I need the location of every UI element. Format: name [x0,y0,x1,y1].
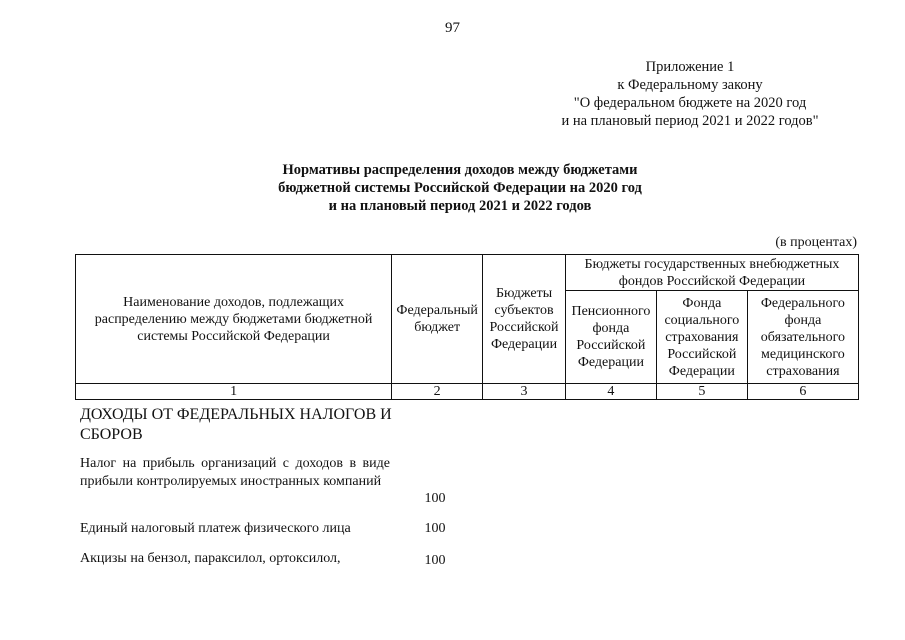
title-line-2: бюджетной системы Российской Федерации на 2020 год [278,180,642,196]
header-federal-budget: Федеральный бюджет [392,255,483,384]
norms-table [75,254,859,400]
header-social-insurance-fund: Фонда социального страхования Российской Федерации [656,291,747,384]
income-row-federal-value: 100 [424,553,446,568]
title-line-3: и на плановый период 2021 и 2022 годов [328,198,592,214]
appendix-block [540,58,840,130]
appendix-line-3: "О федеральном бюджете на 2020 год [573,95,807,111]
column-number-6: 6 [747,384,858,400]
income-row-name: Налог на прибыль организаций с доходов в виде прибыли контролируемых иностранных компаний [80,456,390,489]
section-heading: ДОХОДЫ ОТ ФЕДЕРАЛЬНЫХ НАЛОГОВ И СБОРОВ [80,406,392,443]
title-line-1: Нормативы распределения доходов между бюджетами [282,162,638,178]
header-pension-fund: Пенсионного фонда Российской Федерации [565,291,656,384]
header-extrabudgetary-funds: Бюджеты государственных внебюджетных фондов Российской Федерации [565,255,858,291]
appendix-line-1: Приложение 1 [645,59,735,75]
column-number-4: 4 [565,384,656,400]
income-row-name: Единый налоговый платеж физического лица [80,521,351,536]
income-row-federal-value: 100 [424,521,446,536]
header-medical-insurance-fund: Федерального фонда обязательного медицинского страхования [747,291,858,384]
appendix-line-2: к Федеральному закону [617,77,763,93]
header-income-name: Наименование доходов, подлежащих распределению между бюджетами бюджетной системы Российской Федерации [76,255,392,384]
column-number-2: 2 [392,384,483,400]
column-number-3: 3 [483,384,566,400]
income-row-federal-value: 100 [424,491,446,506]
column-number-5: 5 [656,384,747,400]
column-number-1: 1 [76,384,392,400]
income-row-name: Акцизы на бензол, параксилол, ортоксилол, [80,551,341,566]
units-note: (в процентах) [775,235,857,250]
appendix-line-4: и на плановый период 2021 и 2022 годов" [561,113,819,129]
page-number: 97 [445,20,460,36]
document-title [230,161,690,215]
header-regional-budgets: Бюджеты субъектов Российской Федерации [483,255,566,384]
